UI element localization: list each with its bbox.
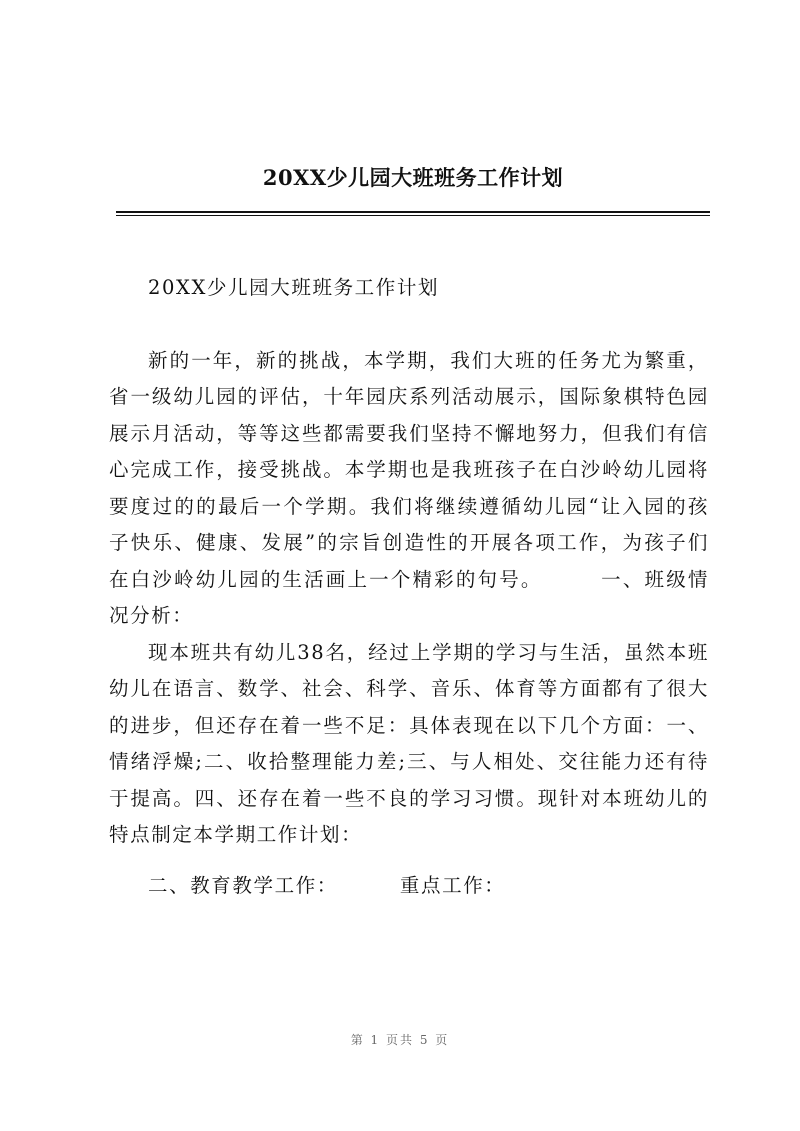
document-body [109, 270, 709, 904]
subheading-key-work: 重点工作： [399, 873, 506, 897]
intro-paragraph [109, 343, 709, 635]
section-heading-class-analysis: 一、班级情况分析： [109, 567, 709, 627]
section-two-line [109, 868, 709, 905]
page-title: 20XX少儿园大班班务工作计划 [262, 165, 564, 190]
class-analysis-paragraph: 现本班共有幼儿38名，经过上学期的学习与生活，虽然本班幼儿在语言、数学、社会、科学、音乐、体育等方面都有了很大的进步，但还存在着一些不足：具体表现在以下几个方面：一、情绪浮燥;二、收拾整理能力差;三、与人相处、交往能力还有待于提高。四、还存在着一些不良的学习习惯。现针对本班幼儿的特点制定本学期工作计划： [109, 640, 709, 846]
page-header [116, 160, 710, 196]
section-heading-education: 二、教育教学工作： [148, 873, 338, 897]
header-rule-thick [116, 211, 710, 213]
page-number-footer: 第 1 页共 5 页 [350, 1033, 450, 1047]
document-subtitle: 20XX少儿园大班班务工作计划 [148, 276, 440, 299]
header-rule-thin [116, 215, 710, 216]
intro-text: 新的一年，新的挑战，本学期，我们大班的任务尤为繁重，省一级幼儿园的评估，十年园庆系列活动展示，国际象棋特色园展示月活动，等等这些都需要我们坚持不懈地努力，但我们有信心完成工作，接受挑战。本学期也是我班孩子在白沙岭幼儿园将要度过的的最后一个学期。我们将继续遵循幼儿园“让入园的孩子快乐、健康、发展”的宗旨创造性的开展各项工作，为孩子们在白沙岭幼儿园的生活画上一个精彩的句号。 [109, 348, 709, 591]
